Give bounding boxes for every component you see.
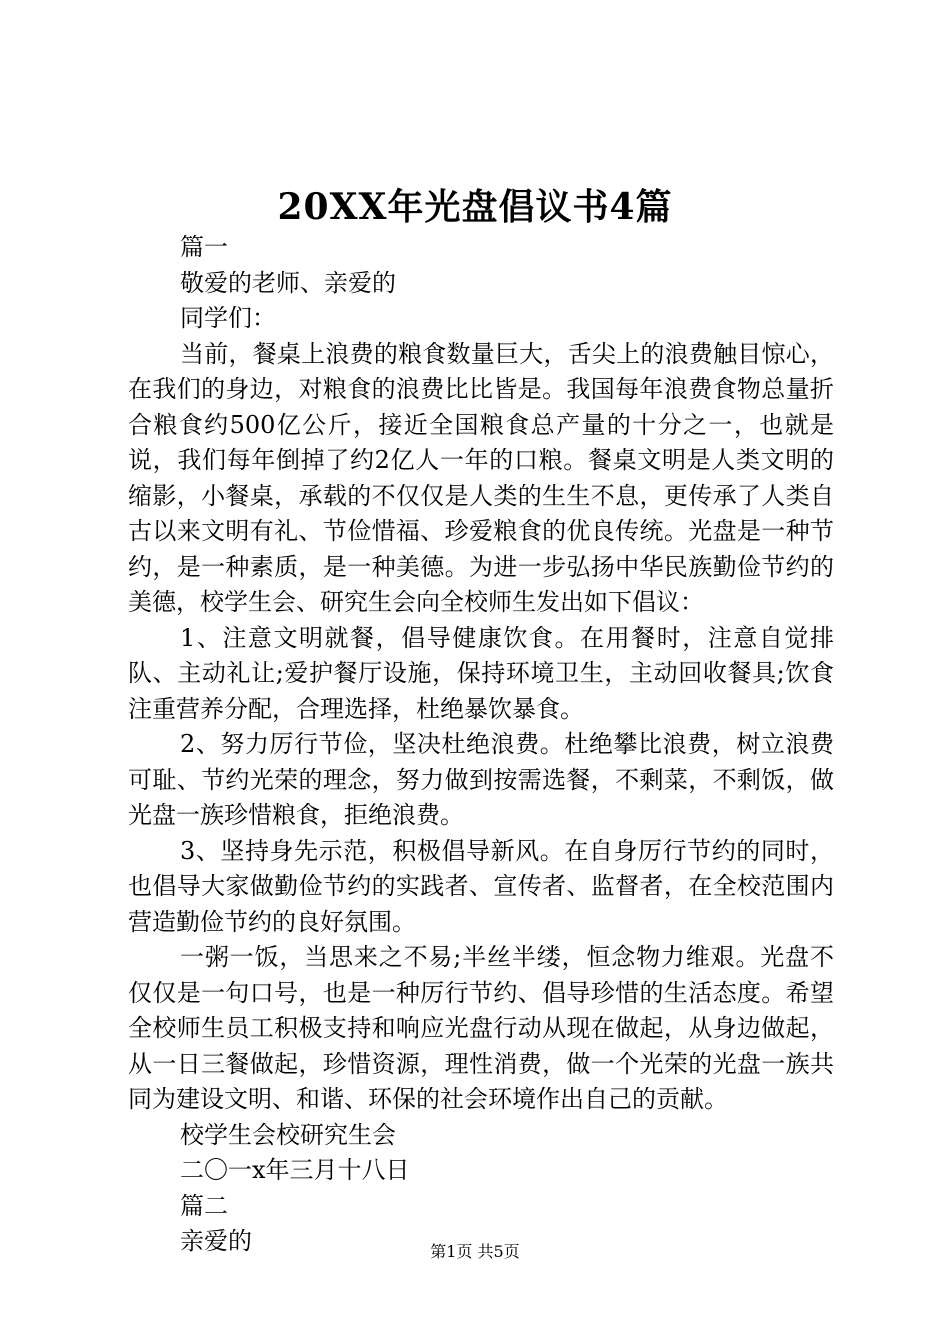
salutation-second: 亲爱的 bbox=[180, 1227, 252, 1255]
signature-date: 二〇一x年三月十八日 bbox=[180, 1156, 410, 1184]
signature-organization: 校学生会校研究生会 bbox=[180, 1120, 396, 1149]
page-title: 20XX年光盘倡议书4篇 bbox=[277, 186, 673, 228]
document-body bbox=[128, 230, 834, 1260]
paragraph-item-1: 1、注意文明就餐，倡导健康饮食。在用餐时，注意自觉排队、主动礼让;爱护餐厅设施，保持环境卫生，主动回收餐具;饮食注重营养分配，合理选择，杜绝暴饮暴食。 bbox=[128, 623, 834, 723]
paragraph-item-2: 2、努力厉行节俭，坚决杜绝浪费。杜绝攀比浪费，树立浪费可耻、节约光荣的理念，努力做到按需选餐，不剩菜，不剩饭，做光盘一族珍惜粮食，拒绝浪费。 bbox=[128, 730, 834, 829]
salutation-students: 同学们： bbox=[180, 304, 276, 332]
section-heading-1: 篇一 bbox=[180, 233, 228, 261]
section-heading-2: 篇二 bbox=[180, 1191, 228, 1220]
paragraph-intro: 当前，餐桌上浪费的粮食数量巨大，舌尖上的浪费触目惊心，在我们的身边，对粮食的浪费比比皆是。我国每年浪费食物总量折合粮食约500亿公斤，接近全国粮食总产量的十分之一，也就是说，我们每年倒掉了约2亿人一年的口粮。餐桌文明是人类文明的缩影，小餐桌，承载的不仅仅是人类的生生不息，更传承了人类自古以来文明有礼、节俭惜福、珍爱粮食的优良传统。光盘是一种节约，是一种素质，是一种美德。为进一步弘扬中华民族勤俭节约的美德，校学生会、研究生会向全校师生发出如下倡议： bbox=[128, 339, 834, 616]
paragraph-item-3: 3、坚持身先示范，积极倡导新风。在自身厉行节约的同时，也倡导大家做勤俭节约的实践者、宣传者、监督者，在全校范围内营造勤俭节约的良好氛围。 bbox=[128, 836, 834, 936]
page-indicator: 第1页 共5页 bbox=[430, 1242, 520, 1261]
paragraph-closing: 一粥一饭，当思来之不易;半丝半缕，恒念物力维艰。光盘不仅仅是一句口号，也是一种厉行节约、倡导珍惜的生活态度。希望全校师生员工积极支持和响应光盘行动从现在做起，从身边做起，从一日三餐做起，珍惜资源，理性消费，做一个光荣的光盘一族共同为建设文明、和谐、环保的社会环境作出自己的贡献。 bbox=[128, 943, 834, 1113]
salutation-teachers: 敬爱的老师、亲爱的 bbox=[180, 268, 396, 297]
